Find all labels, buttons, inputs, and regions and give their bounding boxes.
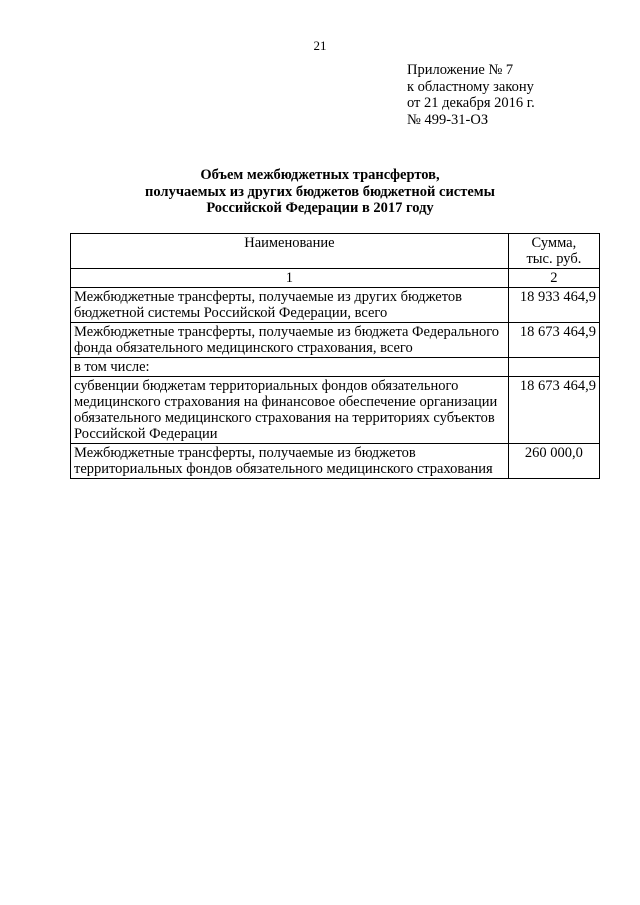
column-number-row — [71, 269, 600, 288]
header-sum-label: Сумма, — [531, 235, 577, 251]
row-sum: 18 673 464,9 — [508, 377, 599, 444]
table-header-row — [71, 234, 600, 269]
row-sum: 18 933 464,9 — [508, 288, 599, 323]
column-number-2: 2 — [508, 269, 599, 288]
table-row — [71, 323, 600, 358]
appendix-header — [407, 62, 535, 128]
document-title — [0, 167, 640, 217]
row-name: Межбюджетные трансферты, получаемые из бюджетов территориальных фондов обязательного медицинского страхования — [71, 444, 509, 479]
header-sum-unit: тыс. руб. — [526, 251, 582, 267]
row-sum: 18 673 464,9 — [508, 323, 599, 358]
row-name: Межбюджетные трансферты, получаемые из бюджета Федерального фонда обязательного медицинского страхования, всего — [71, 323, 509, 358]
title-line-1: Объем межбюджетных трансфертов, — [200, 167, 440, 183]
column-number-1: 1 — [71, 269, 509, 288]
table-row — [71, 377, 600, 444]
header-sum — [508, 234, 599, 269]
table-row — [71, 444, 600, 479]
appendix-law-number: № 499-31-ОЗ — [407, 111, 489, 128]
row-name: субвенции бюджетам территориальных фондов обязательного медицинского страхования на финансовое обеспечение организации обязательного медицинского страхования на территориях субъектов Российской Федерации — [71, 377, 509, 444]
row-sum: 260 000,0 — [508, 444, 599, 479]
appendix-number: Приложение № 7 — [407, 62, 514, 78]
row-name: Межбюджетные трансферты, получаемые из других бюджетов бюджетной системы Российской Федерации, всего — [71, 288, 509, 323]
table-row — [71, 288, 600, 323]
title-line-3: Российской Федерации в 2017 году — [206, 200, 434, 216]
appendix-law-reference: к областному закону — [407, 78, 534, 95]
row-name: в том числе: — [71, 358, 509, 377]
header-name: Наименование — [71, 234, 509, 269]
row-sum — [508, 358, 599, 377]
table-row — [71, 358, 600, 377]
title-line-2: получаемых из других бюджетов бюджетной системы — [145, 183, 495, 200]
appendix-date: от 21 декабря 2016 г. — [407, 95, 535, 111]
page-number: 21 — [313, 38, 327, 53]
transfers-table — [70, 233, 600, 479]
